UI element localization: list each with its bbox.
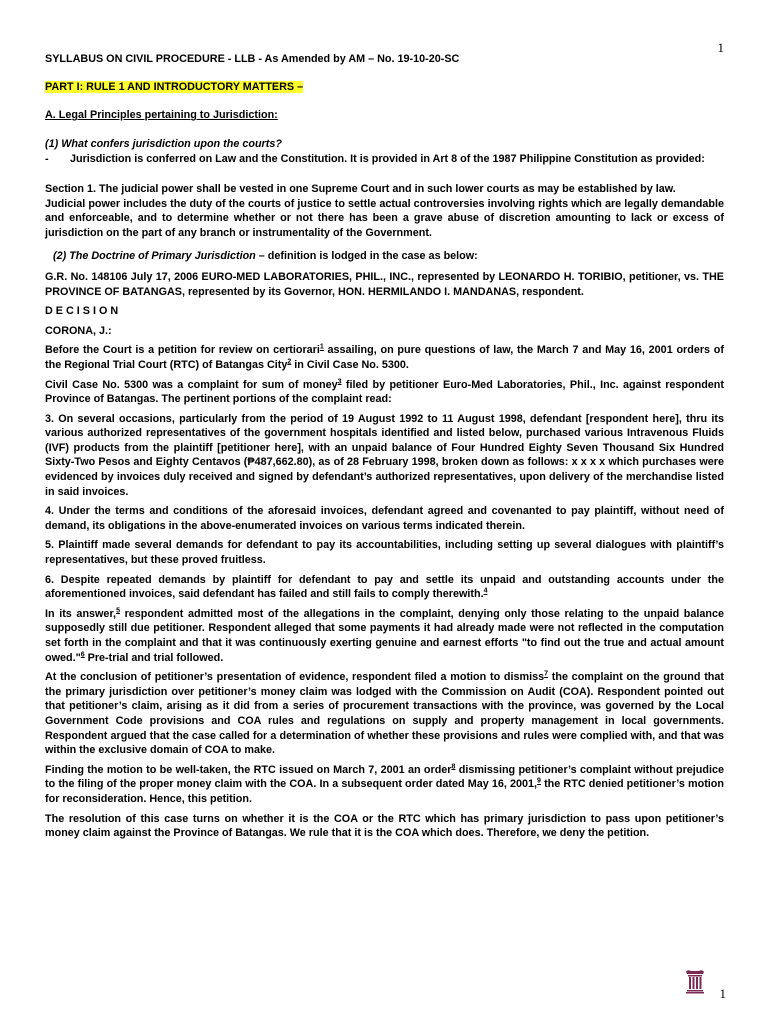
- complaint-item-3: 3. On several occasions, particularly from the period of 19 August 1992 to 11 August 1998, defendant [respondent here], thru its various authorized representatives of the government hospitals identified and listed below, purchased various Intravenous Fluids (IVF) products from the plaintiff [petitioner here], with an unpaid balance of Four Hundred Eighty Seven Thousand Six Hundred Sixty-Two Pesos and Eighty Centavos (₱487,662.80), as of 28 February 1998, broken down as follows: x x x x which purchases were evidenced by invoices duly received and signed by defendant’s authorized representatives, upon delivery of the merchandise listed in said invoices.: [45, 412, 724, 498]
- part-heading: [45, 80, 724, 95]
- footnote-ref-7[interactable]: 7: [544, 670, 549, 678]
- document-title: SYLLABUS ON CIVIL PROCEDURE - LLB - As Amended by AM – No. 19-10-20-SC: [45, 53, 460, 65]
- case-caption: G.R. No. 148106 July 17, 2006 EURO-MED LABORATORIES, PHIL., INC., represented by LEONARDO H. TORIBIO, petitioner, vs. THE PROVINCE OF BATANGAS, represented by its Governor, HON. HERMILANDO I. MANDANAS, respondent.: [45, 270, 724, 298]
- bullet-item: [45, 152, 724, 167]
- p3-text-b: respondent admitted most of the allegations in the complaint, denying only those relating to the unpaid balance supposedly still due petitioner. Respondent alleged that some payments it had already made were not reflected in the computation set forth in the complaint and that it was continuously exerting genuine and earnest efforts "to find out the true and actual amount owed.": [45, 607, 724, 664]
- paragraph-5: [45, 763, 724, 807]
- paragraph-3: [45, 607, 724, 665]
- complaint-item-4: 4. Under the terms and conditions of the aforesaid invoices, defendant agreed and covenanted to pay plaintiff, without need of demand, its obligations in the above-enumerated invoices on various terms indicated therein.: [45, 505, 724, 532]
- footnote-ref-9[interactable]: 9: [537, 777, 541, 785]
- question-2-italic: (2) The Doctrine of Primary Jurisdiction: [53, 250, 256, 263]
- footnote-ref-1[interactable]: 1: [319, 343, 324, 351]
- constitution-judicial-power: Judicial power includes the duty of the courts of justice to settle actual controversies involving rights which are legally demandable and enforceable, and to determine whether or not there has been a grave abuse of discretion amounting to lack or excess of jurisdiction on the part of any branch or instrumentality of the Government.: [45, 197, 724, 239]
- complaint-item-5: 5. Plaintiff made several demands for defendant to pay its accountabilities, including setting up several dialogues with plaintiff’s representatives, but these proved fruitless.: [45, 539, 724, 567]
- footnote-ref-3[interactable]: 3: [337, 377, 342, 385]
- question-2: [53, 249, 724, 264]
- paragraph-4: [45, 670, 724, 758]
- p1-text-b: assailing, on pure questions of law, the March 7 and May 16, 2001 orders of the Regional Trial Court (RTC) of Batangas City: [45, 344, 724, 371]
- paragraph-1: [45, 343, 724, 372]
- footnote-ref-6[interactable]: 6: [80, 651, 85, 658]
- part-heading-text: PART I: RULE 1 AND INTRODUCTORY MATTERS –: [45, 80, 304, 93]
- complaint-item-6-text: 6. Despite repeated demands by plaintiff for defendant to pay and settle its unpaid and outstanding accounts under the aforementioned invoices, said defendant has failed and still fails to comply therewith.: [45, 573, 724, 601]
- p3-text-a: In its answer,: [45, 607, 117, 620]
- footnote-ref-2[interactable]: 2: [287, 358, 292, 366]
- decision-heading: D E C I S I O N: [45, 305, 119, 318]
- p4-text-a: At the conclusion of petitioner’s presentation of evidence, respondent filed a motion to dismiss: [45, 671, 545, 684]
- p2-text-b: filed by petitioner Euro-Med Laboratories, Phil., Inc. against respondent Province of Batangas. The pertinent portions of the complaint read:: [45, 378, 724, 406]
- p5-text-a: Finding the motion to be well-taken, the RTC issued on March 7, 2001 an order: [45, 763, 452, 776]
- footnote-ref-8[interactable]: 8: [451, 763, 456, 771]
- paragraph-6: The resolution of this case turns on whether it is the COA or the RTC which has primary jurisdiction to pass upon petitioner’s money claim against the Province of Batangas. We rule that it is the COA which does. Therefore, we deny the petition.: [45, 812, 724, 840]
- p3-text-c: Pre-trial and trial followed.: [84, 651, 224, 664]
- pillar-icon: [684, 968, 706, 994]
- p5-text-b: dismissing petitioner’s complaint without prejudice to the filing of the proper money claim with the COA. In a subsequent order dated May 16, 2001,: [45, 763, 724, 791]
- p1-text-a: Before the Court is a petition for review on certiorari: [45, 344, 320, 357]
- question-1: (1) What confers jurisdiction upon the courts?: [45, 137, 282, 150]
- footnote-ref-4[interactable]: 4: [483, 587, 488, 595]
- page-number-top: 1: [717, 40, 724, 55]
- bullet-dash: -: [45, 153, 49, 166]
- p1-text-c: in Civil Case No. 5300.: [291, 358, 409, 371]
- bullet-text: Jurisdiction is conferred on Law and the Constitution. It is provided in Art 8 of the 1987 Philippine Constitution as provided:: [70, 153, 705, 166]
- paragraph-2: [45, 378, 724, 407]
- question-2-rest: – definition is lodged in the case as below:: [255, 250, 478, 263]
- ponente: CORONA, J.:: [45, 324, 112, 337]
- page-number-bottom: 1: [719, 986, 726, 1001]
- p2-text-a: Civil Case No. 5300 was a complaint for sum of money: [45, 378, 338, 391]
- footnote-ref-5[interactable]: 5: [116, 607, 120, 615]
- section-a-heading: A. Legal Principles pertaining to Jurisdiction:: [45, 109, 278, 122]
- complaint-item-6: [45, 573, 724, 602]
- constitution-section-1: Section 1. The judicial power shall be vested in one Supreme Court and in such lower courts as may be established by law.: [45, 182, 676, 195]
- p4-text-b: the complaint on the ground that the primary jurisdiction over petitioner’s money claim was lodged with the Commission on Audit (COA). Respondent pointed out that petitioner’s claim, arising as it did from a series of procurement transactions with the province, was governed by the Local Government Code provisions and COA rules and regulations on supply and property management in local governments. Respondent argued that the case called for a determination of whether these provisions and rules were complied with, and that was within the exclusive domain of COA to make.: [45, 671, 724, 757]
- p5-text-c: the RTC denied petitioner’s motion for reconsideration. Hence, this petition.: [45, 778, 724, 805]
- document-body: [45, 52, 724, 841]
